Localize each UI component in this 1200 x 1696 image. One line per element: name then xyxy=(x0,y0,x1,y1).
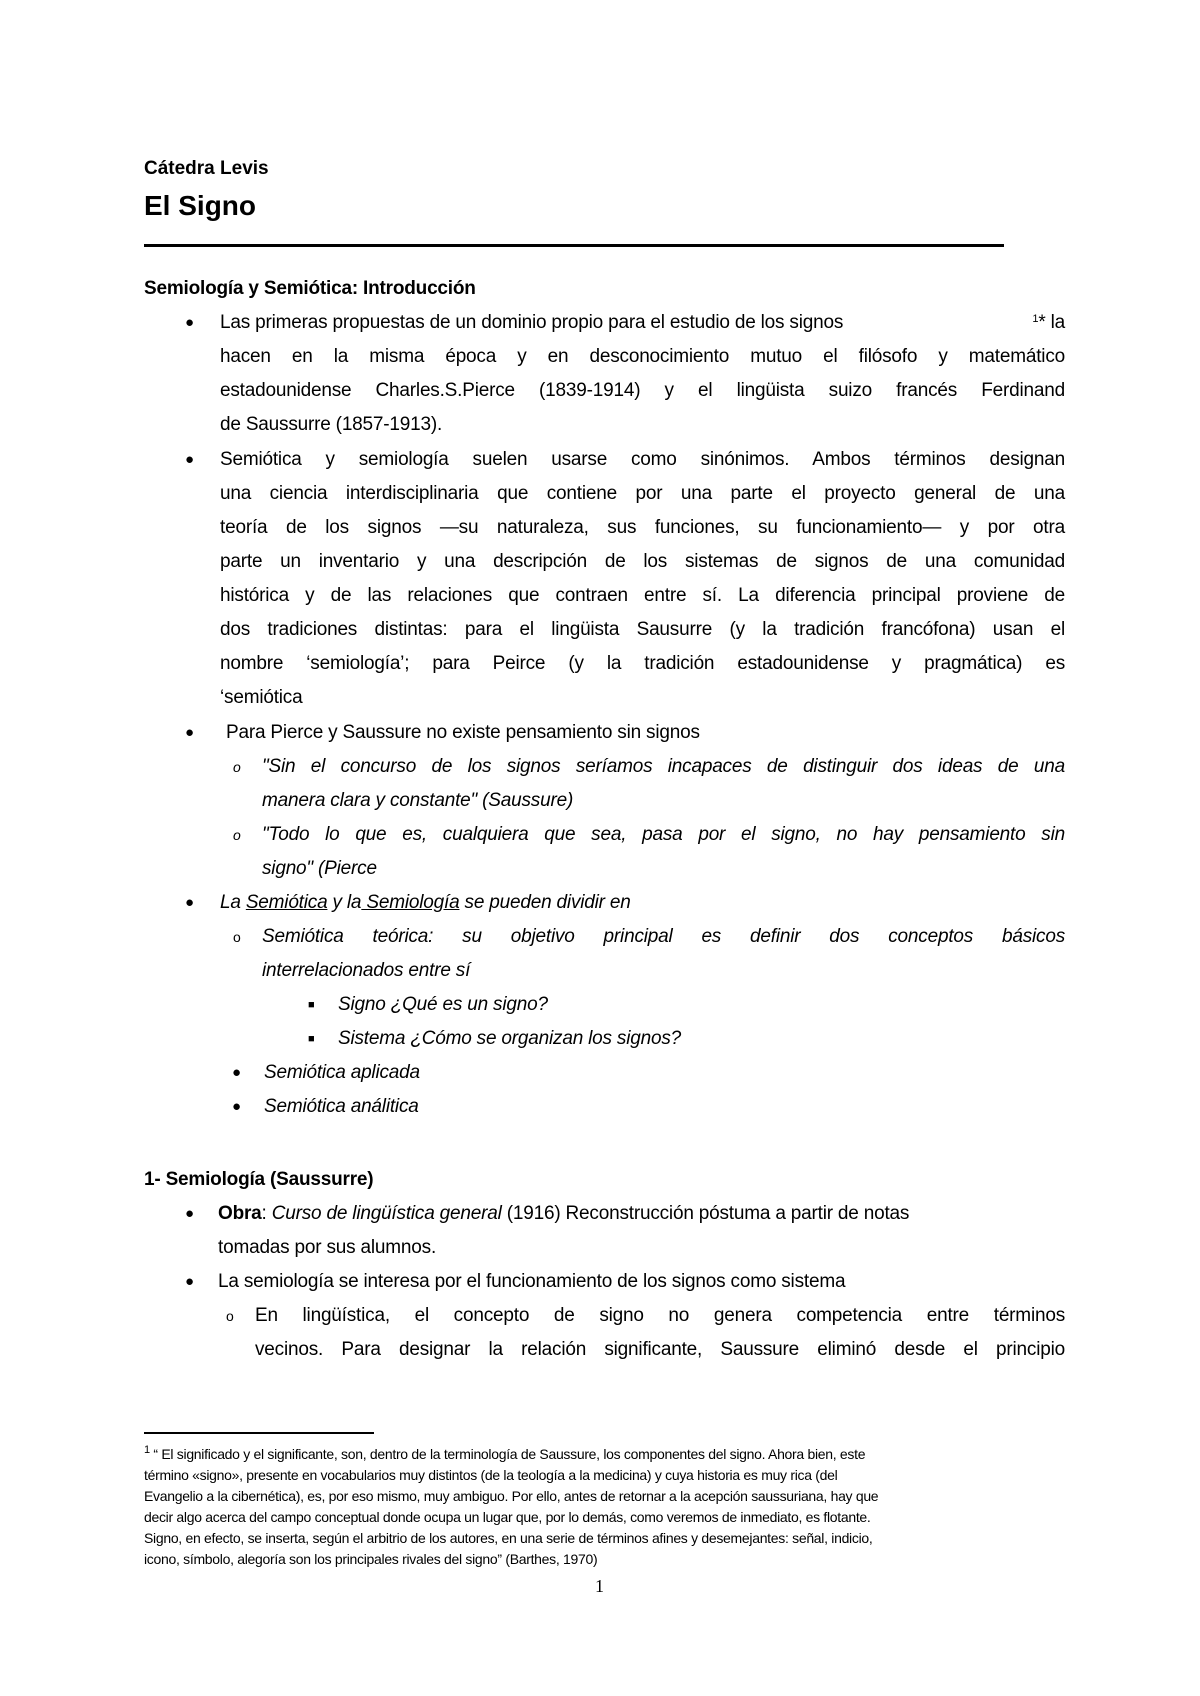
quote-line: manera clara y constante" (Saussure) xyxy=(262,790,574,811)
text: se pueden dividir en xyxy=(459,892,631,913)
footnote-line: Evangelio a la cibernética), es, por eso mismo, muy ambiguo. Por ello, antes de retornar a la acepción saussuriana, hay que xyxy=(144,1488,879,1504)
paragraph-line: Para Pierce y Saussure no existe pensamiento sin signos xyxy=(226,722,700,743)
paragraph-line: Semiótica y semiología suelen usarse como sinónimos. Ambos términos designan xyxy=(220,449,1065,470)
paragraph-line: nombre ‘semiología’; para Peirce (y la tradición estadounidense y pragmática) es xyxy=(220,653,1065,674)
title-rule xyxy=(144,244,1004,247)
footnote-line: icono, símbolo, alegoría son los principales rivales del signo” (Barthes, 1970) xyxy=(144,1551,598,1567)
bullet-disc-icon: ● xyxy=(185,724,195,741)
footnote-line: Signo, en efecto, se inserta, según el arbitrio de los autores, en una serie de términos afines y desemejantes: señal, indicio, xyxy=(144,1530,873,1546)
footnote-ref[interactable]: 1 xyxy=(1032,313,1039,325)
paragraph-line: dos tradiciones distintas: para el lingüista Sausurre (y la tradición francófona) usan el xyxy=(220,619,1065,640)
document-title: El Signo xyxy=(144,190,256,221)
paragraph-line: tomadas por sus alumnos. xyxy=(218,1237,437,1258)
list-item: Semiótica aplicada xyxy=(264,1062,420,1083)
bullet-disc-icon: ● xyxy=(185,451,195,468)
bullet-disc-icon: ● xyxy=(232,1098,242,1115)
section-heading-intro: Semiología y Semiótica: Introducción xyxy=(144,278,476,299)
bullet-disc-icon: ● xyxy=(185,314,195,331)
bullet-circle-icon: o xyxy=(233,929,241,945)
paragraph-line: una ciencia interdisciplinaria que contiene por una parte el proyecto general de una xyxy=(220,483,1065,504)
paragraph-line: Semiótica teórica: su objetivo principal es definir dos conceptos básicos xyxy=(262,926,1065,947)
list-item: Semiótica análitica xyxy=(264,1096,419,1117)
bullet-disc-icon: ● xyxy=(185,1205,195,1222)
paragraph-line xyxy=(220,306,1065,340)
bullet-disc-icon: ● xyxy=(185,894,195,911)
text xyxy=(218,1197,909,1231)
list-item: Sistema ¿Cómo se organizan los signos? xyxy=(338,1028,682,1049)
text: “ El significado y el significante, son, dentro de la terminología de Saussure, los componentes del signo. Ahora bien, este xyxy=(149,1446,866,1462)
quote-line: "Todo lo que es, cualquiera que sea, pasa por el signo, no hay pensamiento sin xyxy=(262,824,1065,845)
quote-line: "Sin el concurso de los signos seríamos incapaces de distinguir dos ideas de una xyxy=(262,756,1065,777)
text: La xyxy=(220,892,246,913)
paragraph-line: La semiología se interesa por el funcionamiento de los signos como sistema xyxy=(218,1271,846,1292)
bullet-disc-icon: ● xyxy=(232,1064,242,1081)
bullet-square-icon: ■ xyxy=(308,1033,315,1045)
paragraph-line: de Saussurre (1857-1913). xyxy=(220,414,443,435)
paragraph-line: vecinos. Para designar la relación significante, Saussure eliminó desde el principio xyxy=(255,1339,1065,1360)
bullet-circle-icon: o xyxy=(233,759,241,775)
work-title: Curso de lingüística general xyxy=(271,1203,502,1224)
quote-line: signo" (Pierce xyxy=(262,858,377,879)
footnote-number: 1 xyxy=(144,1444,150,1456)
page-number: 1 xyxy=(595,1576,604,1596)
paragraph-line xyxy=(220,886,631,920)
bullet-square-icon: ■ xyxy=(308,999,315,1011)
footnote-separator xyxy=(144,1432,374,1434)
paragraph-line: estadounidense Charles.S.Pierce (1839-1914) y el lingüista suizo francés Ferdinand xyxy=(220,380,1065,401)
bullet-disc-icon: ● xyxy=(185,1273,195,1290)
paragraph-line: hacen en la misma época y en desconocimiento mutuo el filósofo y matemático xyxy=(220,346,1065,367)
footnote-line xyxy=(144,1444,1064,1465)
footnote-line: decir algo acerca del campo conceptual donde ocupa un lugar que, por lo demás, como veremos de inmediato, es flotante. xyxy=(144,1509,871,1525)
section-heading-semiologia: 1- Semiología (Saussurre) xyxy=(144,1169,374,1190)
underlined-term: Semiótica xyxy=(245,892,328,913)
paragraph-line: histórica y de las relaciones que contraen entre sí. La diferencia principal proviene de xyxy=(220,585,1065,606)
footnote-line: término «signo», presente en vocabularios muy distintos (de la teología a la medicina) y cuya historia es muy rica (del xyxy=(144,1467,838,1483)
list-item: Signo ¿Qué es un signo? xyxy=(338,994,548,1015)
paragraph-line xyxy=(218,1197,1065,1231)
underlined-term: Semiología xyxy=(361,892,460,913)
text: * la xyxy=(1038,312,1065,333)
text xyxy=(1032,306,1065,340)
label-obra: Obra xyxy=(218,1203,262,1224)
paragraph-line: ‘semiótica xyxy=(220,687,303,708)
paragraph-line: parte un inventario y una descripción de los sistemas de signos de una comunidad xyxy=(220,551,1065,572)
text: y la xyxy=(327,892,362,913)
bullet-circle-icon: o xyxy=(226,1308,234,1324)
bullet-circle-icon: o xyxy=(233,827,241,843)
text: Las primeras propuestas de un dominio propio para el estudio de los signos xyxy=(220,312,844,333)
paragraph-line: En lingüística, el concepto de signo no genera competencia entre términos xyxy=(255,1305,1065,1326)
course-name: Cátedra Levis xyxy=(144,158,269,179)
text: (1916) Reconstrucción póstuma a partir de notas xyxy=(501,1203,910,1224)
paragraph-line: teoría de los signos —su naturaleza, sus funciones, su funcionamiento— y por otra xyxy=(220,517,1065,538)
text: : xyxy=(261,1203,272,1224)
paragraph-line: interrelacionados entre sí xyxy=(262,960,471,981)
